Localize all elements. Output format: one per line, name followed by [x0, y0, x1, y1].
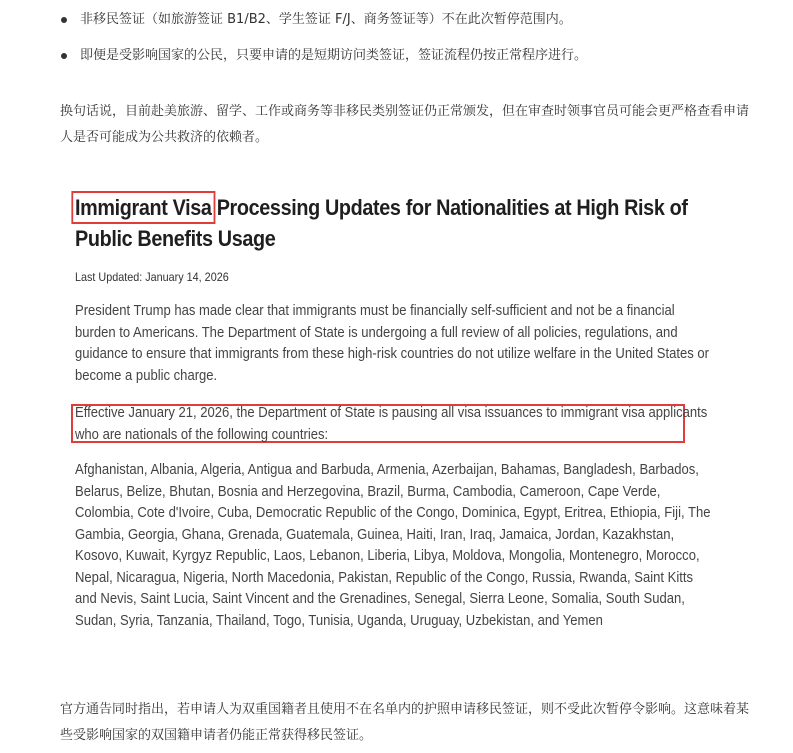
- list-item: 非移民签证（如旅游签证 B1/B2、学生签证 F/J、商务签证等）不在此次暂停范围内。: [60, 9, 760, 31]
- notice-title: [75, 192, 723, 254]
- embedded-notice-screenshot: [63, 178, 733, 668]
- article-paragraph: 换句话说，目前赴美旅游、留学、工作或商务等非移民类别签证仍正常颁发，但在审查时领事官员可能会更严格查看申请人是否可能成为公共救济的依赖者。: [60, 104, 750, 145]
- notice-effective: Effective January 21, 2026, the Department of State is pausing all visa issuances to immigrant visa applicants who are nationals of the following countries:: [75, 405, 708, 443]
- article-paragraph: 官方通告同时指出，若申请人为双重国籍者且使用不在名单内的护照申请移民签证，则不受此次暂停令影响。这意味着某些受影响国家的双国籍申请者仍能正常获得移民签证。: [60, 702, 750, 743]
- notice-intro: President Trump has made clear that immigrants must be financially self-sufficient and not be a financial burden to Americans. The Department of State is undergoing a full review of all policies, regulations, and guidance to ensure that immigrants from these high-risk countries do not utilize welfare in the United States or become a public charge.: [75, 303, 709, 384]
- last-updated: Last Updated: January 14, 2026: [75, 270, 229, 284]
- title-highlight: Immigrant Visa: [75, 195, 212, 220]
- list-item: 即便是受影响国家的公民，只要申请的是短期访问类签证，签证流程仍按正常程序进行。: [60, 45, 760, 67]
- title-rest: Processing Updates for Nationalities at High Risk of Public Benefits Usage: [75, 195, 688, 251]
- bullet-list: [60, 9, 760, 81]
- country-list: Afghanistan, Albania, Algeria, Antigua and Barbuda, Armenia, Azerbaijan, Bahamas, Bangladesh, Barbados, Belarus, Belize, Bhutan, Bosnia and Herzegovina, Brazil, Burma, Cambodia, Cameroon, Cape Verde, Colombia, Cote d'Ivoire, Cuba, Democratic Republic of the Congo, Dominica, Egypt, Eritrea, Ethiopia, Fiji, The Gambia, Georgia, Ghana, Grenada, Guatemala, Guinea, Haiti, Iran, Iraq, Jamaica, Jordan, Kazakhstan, Kosovo, Kuwait, Kyrgyz Republic, Laos, Lebanon, Liberia, Libya, Moldova, Mongolia, Montenegro, Morocco, Nepal, Nicaragua, Nigeria, North Macedonia, Pakistan, Republic of the Congo, Russia, Rwanda, Saint Kitts and Nevis, Saint Lucia, Saint Vincent and the Grenadines, Senegal, Sierra Leone, Somalia, South Sudan, Sudan, Syria, Tanzania, Thailand, Togo, Tunisia, Uganda, Uruguay, Uzbekistan, and Yemen: [75, 462, 711, 629]
